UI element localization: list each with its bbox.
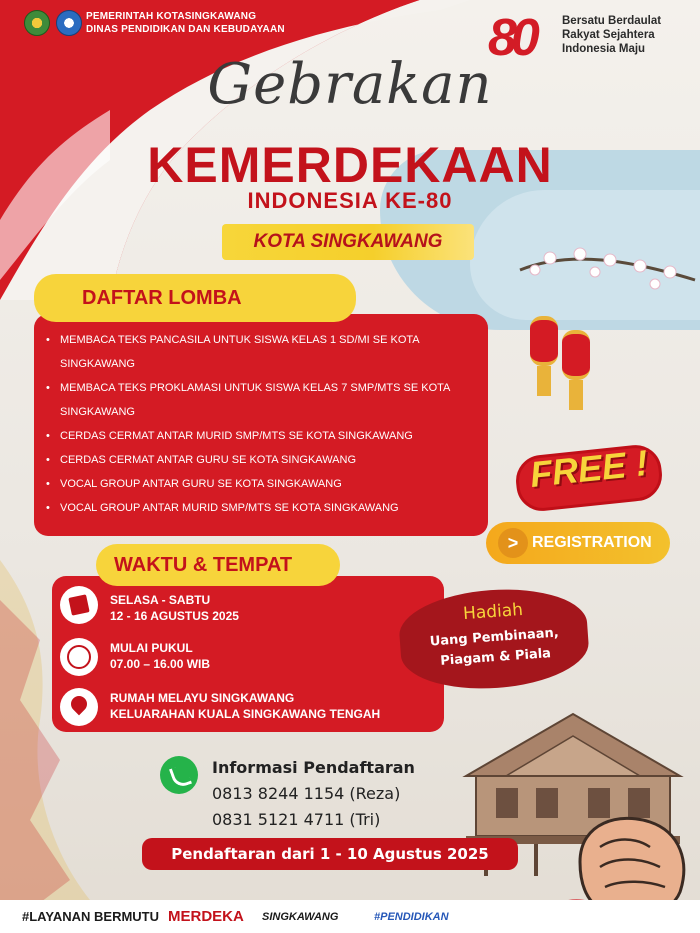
clock-icon: [60, 638, 98, 676]
registration-info-heading: Informasi Pendaftaran: [212, 758, 415, 777]
slogan-line-2: Rakyat Sejahtera: [562, 29, 655, 41]
contact-phone-2[interactable]: 0831 5121 4711 (Tri): [212, 810, 381, 829]
free-label: FREE !: [528, 441, 650, 496]
slogan-line-3: Indonesia Maju: [562, 43, 646, 55]
lantern-tassel: [569, 380, 583, 410]
registration-period-banner: Pendaftaran dari 1 - 10 Agustus 2025: [142, 838, 518, 870]
title-main: KEMERDEKAAN: [147, 137, 553, 193]
schedule-date: [110, 592, 239, 624]
city-banner: KOTA SINGKAWANG: [222, 224, 474, 260]
blossom-branch-decoration: [510, 240, 700, 320]
schedule-time-range: 07.00 – 16.00 WIB: [110, 657, 211, 671]
schedule-days: SELASA - SABTU: [110, 593, 211, 607]
lantern-icon: [530, 316, 558, 366]
footer-hashtag-pendidikan: #PENDIDIKAN: [374, 911, 449, 923]
government-name: PEMERINTAH KOTASINGKAWANG: [86, 11, 257, 22]
footer-merdeka-logo: MERDEKA: [168, 908, 244, 925]
competition-item: • VOCAL GROUP ANTAR MURID SMP/MTS SE KOTA SINGKAWANG: [44, 496, 464, 520]
schedule-time-label: MULAI PUKUL: [110, 641, 193, 655]
competition-item: • CERDAS CERMAT ANTAR GURU SE KOTA SINGKAWANG: [44, 448, 464, 472]
education-office-logo: [56, 10, 82, 36]
prize-line-2: Piagam & Piala: [439, 646, 552, 669]
anniversary-slogan: [562, 14, 661, 56]
schedule-dates: 12 - 16 AGUSTUS 2025: [110, 609, 239, 623]
title-sub: INDONESIA KE-80: [247, 188, 453, 213]
lantern-tassel: [537, 366, 551, 396]
contact-phone-1[interactable]: 0813 8244 1154 (Reza): [212, 784, 401, 803]
schedule-heading: WAKTU & TEMPAT: [96, 544, 340, 586]
competition-list: [44, 328, 464, 520]
slogan-line-1: Bersatu Berdaulat: [562, 15, 662, 27]
government-header: [86, 10, 285, 36]
lantern-icon: [562, 330, 590, 380]
competition-item: • VOCAL GROUP ANTAR GURU SE KOTA SINGKAWANG: [44, 472, 464, 496]
registration-label[interactable]: REGISTRATION: [532, 534, 652, 551]
venue-address: KELUARAHAN KUALA SINGKAWANG TENGAH: [110, 707, 381, 721]
city-emblem-logo: [24, 10, 50, 36]
calendar-icon: [60, 586, 98, 624]
schedule-time: [110, 640, 210, 672]
competition-item: • MEMBACA TEKS PROKLAMASI UNTUK SISWA KELAS 7 SMP/MTS SE KOTA SINGKAWANG: [44, 376, 464, 424]
anniversary-80-logo: 80: [488, 9, 534, 67]
competition-item: • MEMBACA TEKS PANCASILA UNTUK SISWA KELAS 1 SD/MI SE KOTA SINGKAWANG: [44, 328, 464, 376]
footer-hashtag-layanan: #LAYANAN BERMUTU: [22, 909, 160, 924]
competition-list-heading: DAFTAR LOMBA: [34, 274, 356, 322]
location-pin-icon: [60, 688, 98, 726]
whatsapp-icon[interactable]: [160, 756, 198, 794]
venue-name: RUMAH MELAYU SINGKAWANG: [110, 691, 295, 705]
prize-label: Hadiah: [462, 599, 524, 625]
prize-line-1: Uang Pembinaan,: [429, 625, 560, 650]
competition-item: • CERDAS CERMAT ANTAR MURID SMP/MTS SE KOTA SINGKAWANG: [44, 424, 464, 448]
arrow-right-icon[interactable]: >: [498, 528, 528, 558]
department-name: DINAS PENDIDIKAN DAN KEBUDAYAAN: [86, 24, 285, 35]
schedule-place: [110, 690, 380, 722]
footer-singkawang-logo: SINGKAWANG: [262, 911, 339, 923]
title-script: Gebrakan: [207, 52, 493, 117]
